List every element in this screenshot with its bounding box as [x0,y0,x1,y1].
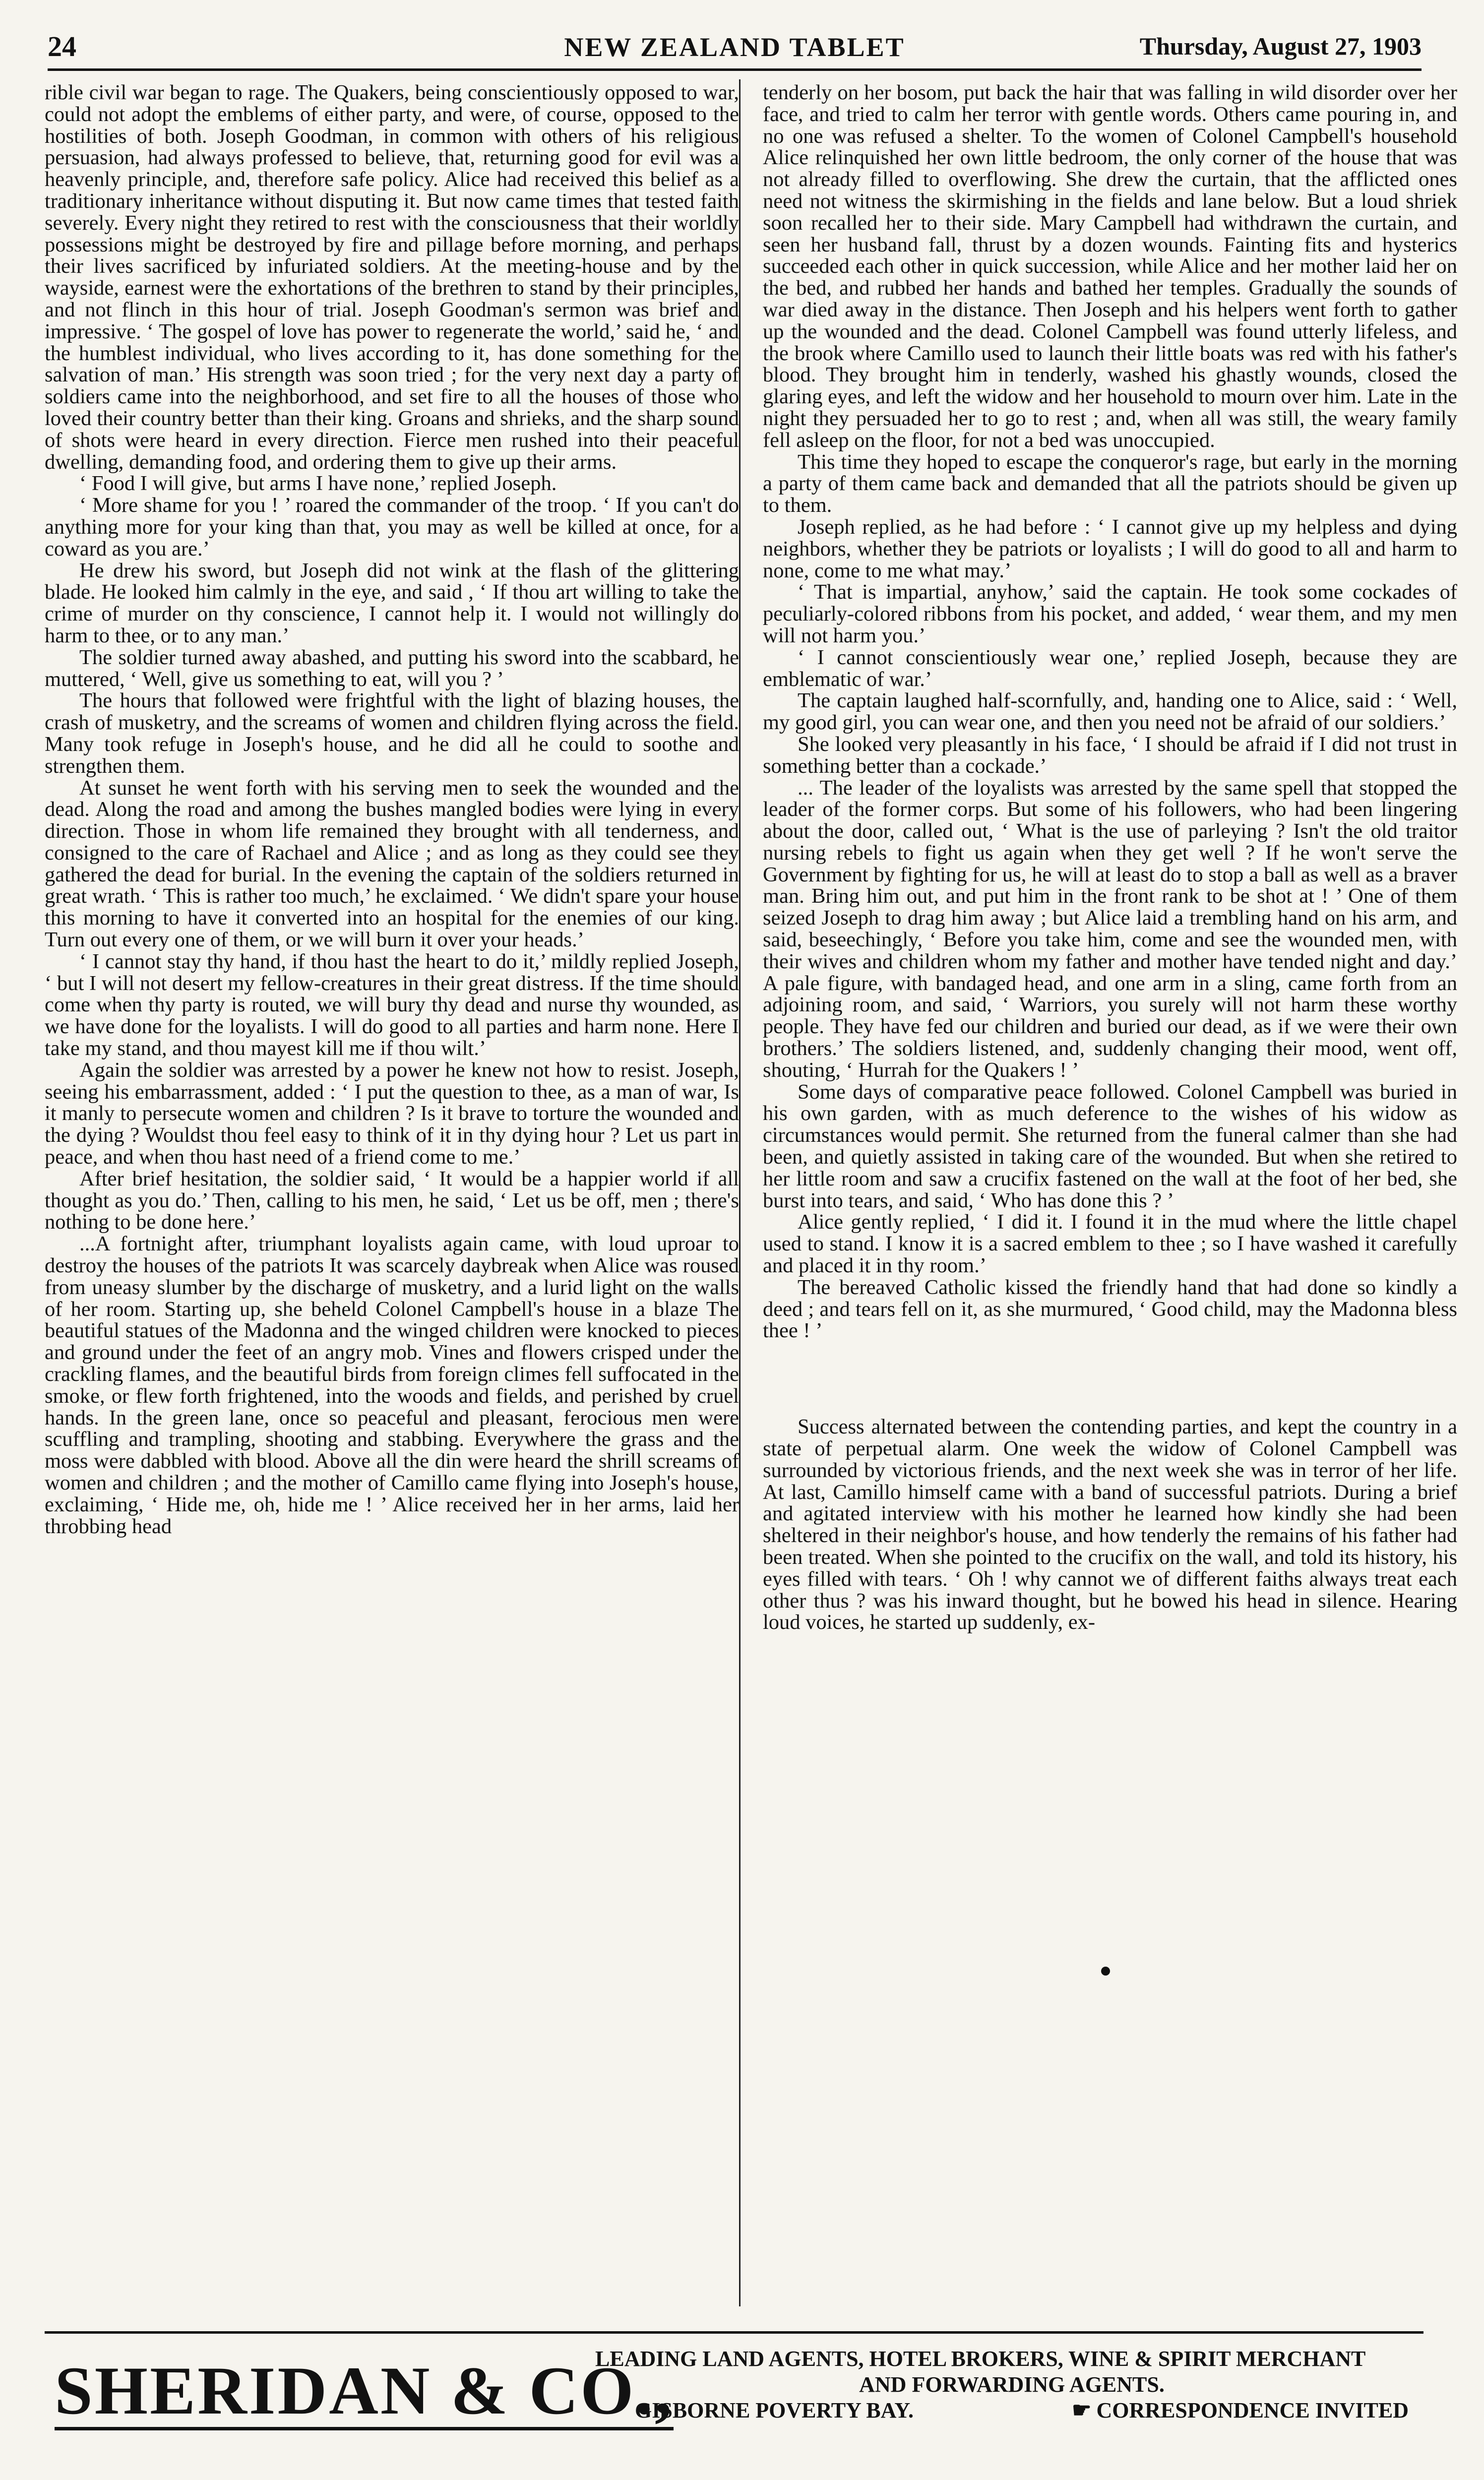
advertisement-details [595,2346,1428,2423]
section-break-dot-icon [1101,1967,1110,1976]
ad-line-services: LEADING LAND AGENTS, HOTEL BROKERS, WINE & SPIRIT MERCHANT [595,2347,1366,2371]
paragraph: At sunset he went forth with his serving men to seek the wounded and the dead. Along the road and among the bushes mangled bodies were lying in every direction. Those in whom life remained they brought with all tenderness, and consigned to the care of Rachael and Alice ; and as long as they could see they gathered the dead for burial. In the evening the captain of the soldiers returned in great wrath. ‘ This is rather too much,’ he exclaimed. ‘ We didn't spare your house this morning to have it converted into an hospital for the enemies of our king. Turn out every one of them, or we will burn it over your heads.’ [45,776,739,952]
ad-line-forwarding: AND FORWARDING AGENTS. [859,2372,1165,2397]
ad-location: GISBORNE POVERTY BAY. [635,2398,914,2422]
paragraph: Some days of comparative peace followed. Colonel Campbell was buried in his own garden, with as much deference to the wishes of his widow as circumstances would permit. She returned from the funeral calmer than she had been, and quietly assisted in taking care of the wounded. But when she retired to her little room and saw a crucifix fastened on the wall at the foot of her bed, she burst into tears, and said, ‘ Who has done this ? ’ [763,1080,1457,1212]
paragraph: The captain laughed half-scornfully, and, handing one to Alice, said : ‘ Well, my good girl, you can wear one, and then you need not be afraid of our soldiers.’ [763,689,1457,735]
paragraph: The hours that followed were frightful with the light of blazing houses, the crash of musketry, and the screams of women and children flying across the field. Many took refuge in Joseph's house, and he did all he could to soothe and strengthen them. [45,689,739,778]
page-header [48,26,1422,71]
advertiser-name: SHERIDAN & CO., [55,2355,674,2430]
paragraph: ‘ I cannot stay thy hand, if thou hast the heart to do it,’ mildly replied Joseph, ‘ but I will not desert my fellow-creatures in their great distress. If the time should come when thy party is routed, we will bury thy dead and nurse thy wounded, as we have done for the loyalists. I will do good to all parties and harm none. Here I take my stand, and thou mayest kill me if thou wilt.’ [45,949,739,1060]
ad-correspondence-text: CORRESPONDENCE INVITED [1096,2398,1409,2422]
paragraph: The bereaved Catholic kissed the friendly hand that had done so kindly a deed ; and tears fell on it, as she murmured, ‘ Good child, may the Madonna bless thee ! ’ [763,1275,1457,1343]
paragraph: Success alternated between the contending parties, and kept the country in a state of perpetual alarm. One week the widow of Colonel Campbell was surrounded by victorious friends, and the next week she was in terror of her life. At last, Camillo himself came with a band of successful patriots. During a brief and agitated interview with his mother he learned how kindly she had been sheltered in their neighbor's house, and how tenderly the remains of his father had been treated. When she pointed to the crucifix on the wall, and told its history, his eyes filled with tears. ‘ Oh ! why cannot we of different faiths always treat each other thus ? was his inward thought, but he bowed his head in silence. Hearing loud voices, he started up suddenly, ex- [763,1415,1457,1634]
paragraph: ‘ Food I will give, but arms I have none,’ replied Joseph. [79,472,557,496]
paragraph: ‘ More shame for you ! ’ roared the commander of the troop. ‘ If you can't do anything more for your king than that, you may as well be killed at once, for a coward as you are.’ [45,494,739,560]
paragraph: tenderly on her bosom, put back the hair that was falling in wild disorder over her face, and tried to calm her terror with gentle words. Others came pouring in, and no one was refused a shelter. To the women of Colonel Campbell's household Alice relinquished her own little bedroom, the only corner of the house that was not already filled to overflowing. She drew the curtain, that the afflicted ones need not witness the skirmishing in the fields and lane below. But a loud shriek soon recalled her to their side. Mary Campbell had withdrawn the curtain, and seen her husband fall, thrust by a dozen wounds. Fainting fits and hysterics succeeded each other in quick succession, while Alice and her mother laid her on the bed, and rubbed her hands and bathed her temples. Gradually the sounds of war died away in the distance. Then Joseph and his helpers went forth to gather up the wounded and the dead. Colonel Campbell was found utterly lifeless, and the brook where Camillo used to launch their little boats was red with his father's blood. They brought him in tenderly, washed his ghastly wounds, closed the glaring eyes, and left the widow and her household to mourn over him. Late in the night they persuaded her to go to rest ; and, when all was still, the weary family fell asleep on the floor, for not a bed was unoccupied. [763,82,1457,452]
article-right-column [763,82,1457,2309]
paragraph: Alice gently replied, ‘ I did it. I found it in the mud where the little chapel used to stand. I know it is a sacred emblem to thee ; so I have washed it carefully and placed it in thy room.’ [763,1210,1457,1278]
paragraph: Again the soldier was arrested by a power he knew not how to resist. Joseph, seeing his embarrassment, added : ‘ I put the question to thee, as a man of war, Is it manly to persecute women and children ? Is it brave to torture the wounded and the dying ? Wouldst thou feel easy to think of it in thy dying hour ? Let us part in peace, and when thou hast need of a friend come to me.’ [45,1058,739,1169]
pointing-hand-icon: ☛ [1072,2398,1092,2422]
paragraph: Joseph replied, as he had before : ‘ I cannot give up my helpless and dying neighbors, whether they be patriots or loyalists ; I will do good to all and harm to none, come to me what may.’ [763,515,1457,582]
paragraph: He drew his sword, but Joseph did not wink at the flash of the glittering blade. He looked him calmly in the eye, and said , ‘ If thou art willing to take the crime of murder on thy conscience, I cannot help it. I would not willingly do harm to thee, or to any man.’ [45,558,739,647]
paragraph: The soldier turned away abashed, and putting his sword into the scabbard, he muttered, ‘ Well, give us something to eat, will you ? ’ [45,645,739,691]
paragraph: ... The leader of the loyalists was arrested by the same spell that stopped the leader of the former corps. But some of his followers, who had been lingering about the door, called out, ‘ What is the use of parleying ? Isn't the old traitor nursing rebels to fight us again when they get well ? If he won't serve the Government by fighting for us, he will at least do to stop a ball as well as a braver man. Bring him out, and put him in the front rank to be shot at ! ’ One of them seized Joseph to drag him away ; but Alice laid a trembling hand on his arm, and said, beseechingly, ‘ Before you take him, come and see the wounded men, with their wives and children whom my father and mother have tended night and day.’ A pale figure, with bandaged head, and one arm in a sling, came forth from an adjoining room, and said, ‘ Warriors, you surely will not harm these worthy people. They have fed our children and buried our dead, as if we were their own brothers.’ The soldiers listened, and, suddenly changing their mood, went off, shouting, ‘ Hurrah for the Quakers ! ’ [763,776,1457,1082]
paragraph: After brief hesitation, the soldier said, ‘ It would be a happier world if all thought as you do.’ Then, calling to his men, he said, ‘ Let us be off, men ; there's nothing to be done here.’ [45,1167,739,1234]
ad-correspondence [1072,2398,1409,2423]
footer-rule [45,2331,1423,2334]
paragraph: ...A fortnight after, triumphant loyalists again came, with loud uproar to destroy the houses of the patriots It was scarcely daybreak when Alice was roused from uneasy slumber by the discharge of musketry, and a lurid light on the walls of her room. Starting up, she beheld Colonel Campbell's house in a blaze The beautiful statues of the Madonna and the winged children were knocked to pieces and ground under the feet of an angry mob. Vines and flowers crisped under the crackling flames, and the beautiful birds from foreign climes fell suffocated in the smoke, or flew forth frightened, into the woods and fields, and perished by cruel hands. In the green lane, once so peaceful and pleasant, ferocious men were scuffling and trampling, shooting and stabbing. Everywhere the grass and the moss were dabbled with blood. Above all the din were heard the shrill screams of women and children ; and the mother of Camillo came flying into Joseph's house, exclaiming, ‘ Hide me, oh, hide me ! ’ Alice received her in her arms, laid her throbbing head [45,1232,739,1538]
ad-line-contact [595,2398,1428,2423]
paragraph: She looked very pleasantly in his face, ‘ I should be afraid if I did not trust in something better than a cockade.’ [763,732,1457,778]
paragraph: rible civil war began to rage. The Quakers, being conscientiously opposed to war, could not adopt the emblems of either party, and were, of course, opposed to the hostilities of both. Joseph Goodman, in common with others of his religious persuasion, had always professed to believe, that, returning good for evil was a heavenly principle, and, therefore safe policy. Alice had received this belief as a traditionary inheritance without disputing it. But now came times that tested faith severely. Every night they retired to rest with the consciousness that their worldly possessions might be destroyed by fire and pillage before morning, and perhaps their lives sacrificed by infuriated soldiers. At the meeting-house and by the wayside, earnest were the exhortations of the brethren to stand by their principles, and not flinch in this hour of trial. Joseph Goodman's sermon was brief and impressive. ‘ The gospel of love has power to regenerate the world,’ said he, ‘ and the humblest individual, who lives according to it, has done something for the salvation of man.’ His strength was soon tried ; for the very next day a party of soldiers came into the neighborhood, and set fire to all the houses of those who loved their country better than their king. Groans and shrieks, and the sharp sound of shots were heard in every direction. Fierce men rushed into their peaceful dwelling, demanding food, and ordering them to give up their arms. [45,82,739,474]
page-number: 24 [48,30,76,62]
issue-date: Thursday, August 27, 1903 [1139,32,1422,60]
publication-title: NEW ZEALAND TABLET [564,32,905,62]
paragraph: This time they hoped to escape the conqueror's rage, but early in the morning a party of them came back and demanded that all the patriots should be given up to them. [763,450,1457,517]
section-break-space [763,1342,1457,1416]
article-left-column [45,82,739,2309]
column-divider [739,79,741,2306]
paragraph: ‘ That is impartial, anyhow,’ said the captain. He took some cockades of peculiarly-colored ribbons from his pocket, and added, ‘ wear them, and my men will not harm you.’ [763,580,1457,647]
paragraph: ‘ I cannot conscientiously wear one,’ replied Joseph, because they are emblematic of war.’ [763,645,1457,691]
